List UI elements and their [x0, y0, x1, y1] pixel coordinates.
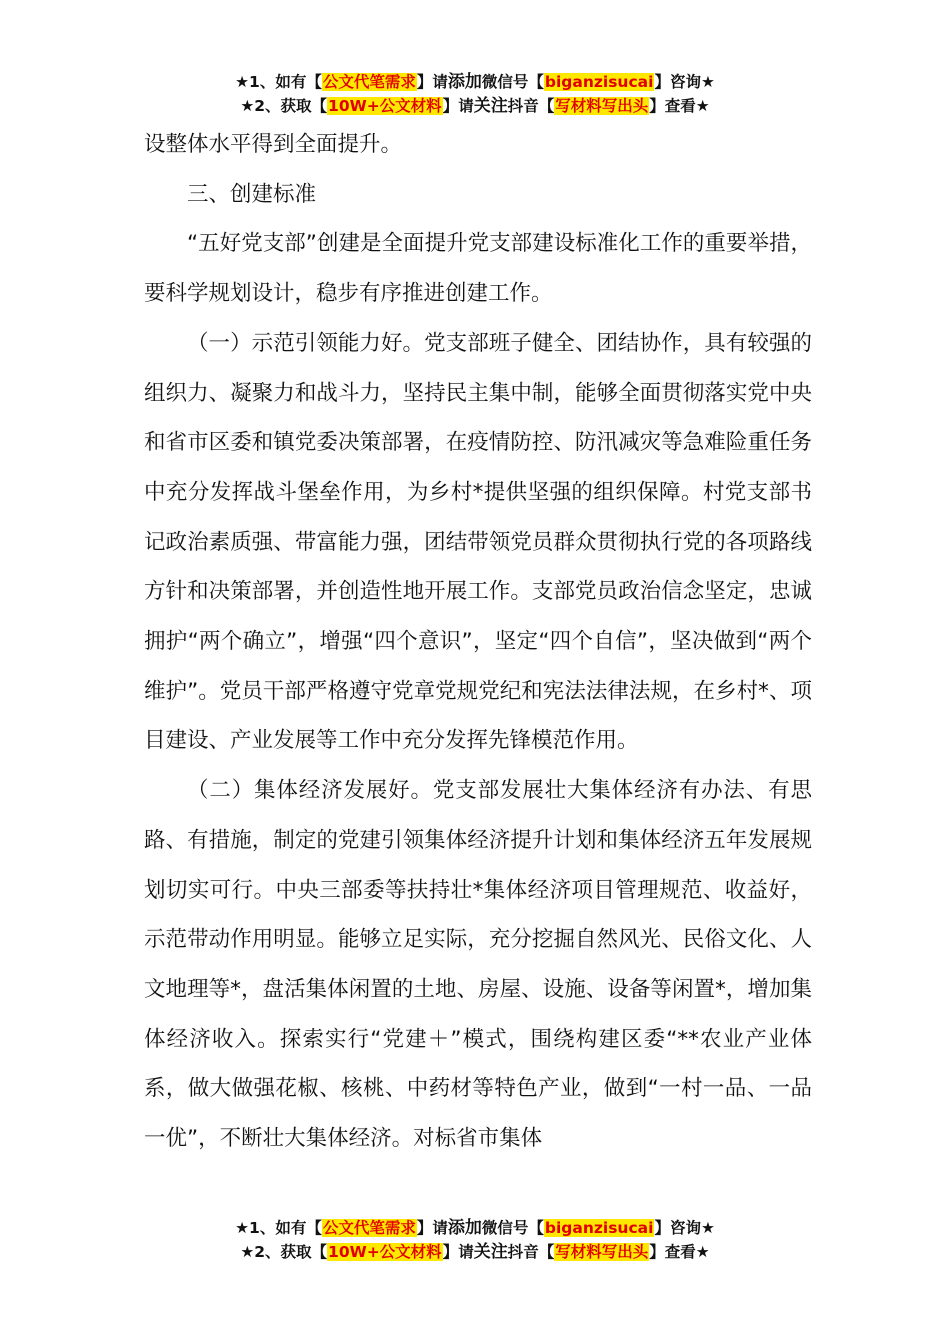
- banner-emphasis: 添加: [447, 1218, 482, 1238]
- paragraph-intro: “五好党支部”创建是全面提升党支部建设标准化工作的重要举措，要科学规划设计，稳步有序推进创建工作。: [144, 231, 812, 307]
- banner-text: 】查看★: [649, 97, 710, 115]
- banner-text: 微信号【: [481, 1219, 544, 1237]
- banner-line-1: [0, 70, 950, 94]
- footer-banner: [0, 1216, 950, 1264]
- banner-text: ★2、获取【: [240, 1243, 328, 1261]
- banner-text: 】查看★: [649, 1243, 710, 1261]
- paragraph-standard-1: （一）示范引领能力好。党支部班子健全、团结协作，具有较强的组织力、凝聚力和战斗力，坚持民主集中制，能够全面贯彻落实党中央和省市区委和镇党委决策部署，在疫情防控、防汛减灾等急难险重任务中充分发挥战斗堡垒作用，为乡村*提供坚强的组织保障。村党支部书记政治素质强、带富能力强，团结带领党员群众贯彻执行党的各项路线方针和决策部署，并创造性地开展工作。支部党员政治信念坚定，忠诚拥护“两个确立”，增强“四个意识”，坚定“四个自信”，坚决做到“两个维护”。党员干部严格遵守党章党规党纪和宪法法律法规，在乡村*、项目建设、产业发展等工作中充分发挥先锋模范作用。: [144, 330, 812, 754]
- banner-text: 】请: [416, 73, 448, 91]
- banner-highlight-wechat-id: biganzisucai: [544, 1219, 654, 1237]
- banner-text: ★1、如有【: [235, 73, 322, 91]
- banner-text: 】咨询★: [654, 73, 715, 91]
- banner-text: 】咨询★: [654, 1219, 715, 1237]
- banner-highlight-wechat-id: biganzisucai: [544, 73, 654, 91]
- banner-text: 】请: [442, 1243, 474, 1261]
- section-heading: 三、创建标准: [187, 181, 317, 207]
- banner-emphasis: 关注: [473, 96, 508, 116]
- banner-line-2: [0, 94, 950, 118]
- banner-highlight-douyin: 写材料写出头: [555, 97, 649, 115]
- header-banner: [0, 70, 950, 118]
- banner-highlight-materials: 10W+公文材料: [328, 1243, 442, 1261]
- banner-text: 抖音【: [507, 97, 555, 115]
- banner-emphasis: 关注: [473, 1242, 508, 1262]
- banner-text: 抖音【: [507, 1243, 555, 1261]
- banner-line-2: [0, 1240, 950, 1264]
- banner-line-1: [0, 1216, 950, 1240]
- banner-text: 】请: [416, 1219, 448, 1237]
- paragraph-standard-2: （二）集体经济发展好。党支部发展壮大集体经济有办法、有思路、有措施，制定的党建引领集体经济提升计划和集体经济五年发展规划切实可行。中央三部委等扶持壮*集体经济项目管理规范、收益好，示范带动作用明显。能够立足实际，充分挖掘自然风光、民俗文化、人文地理等*，盘活集体闲置的土地、房屋、设施、设备等闲置*，增加集体经济收入。探索实行“党建＋”模式，围绕构建区委“**农业产业体系，做大做强花椒、核桃、中药材等特色产业，做到“一村一品、一品一优”，不断壮大集体经济。对标省市集体: [144, 778, 812, 1152]
- document-body: [144, 120, 812, 1164]
- banner-highlight-materials: 10W+公文材料: [328, 97, 442, 115]
- banner-emphasis: 添加: [447, 72, 482, 92]
- banner-highlight-service: 公文代笔需求: [322, 1219, 416, 1237]
- banner-text: ★2、获取【: [240, 97, 328, 115]
- banner-text: ★1、如有【: [235, 1219, 322, 1237]
- paragraph-continuation: 设整体水平得到全面提升。: [144, 132, 403, 157]
- banner-text: 微信号【: [481, 73, 544, 91]
- banner-highlight-douyin: 写材料写出头: [555, 1243, 649, 1261]
- banner-text: 】请: [442, 97, 474, 115]
- banner-highlight-service: 公文代笔需求: [322, 73, 416, 91]
